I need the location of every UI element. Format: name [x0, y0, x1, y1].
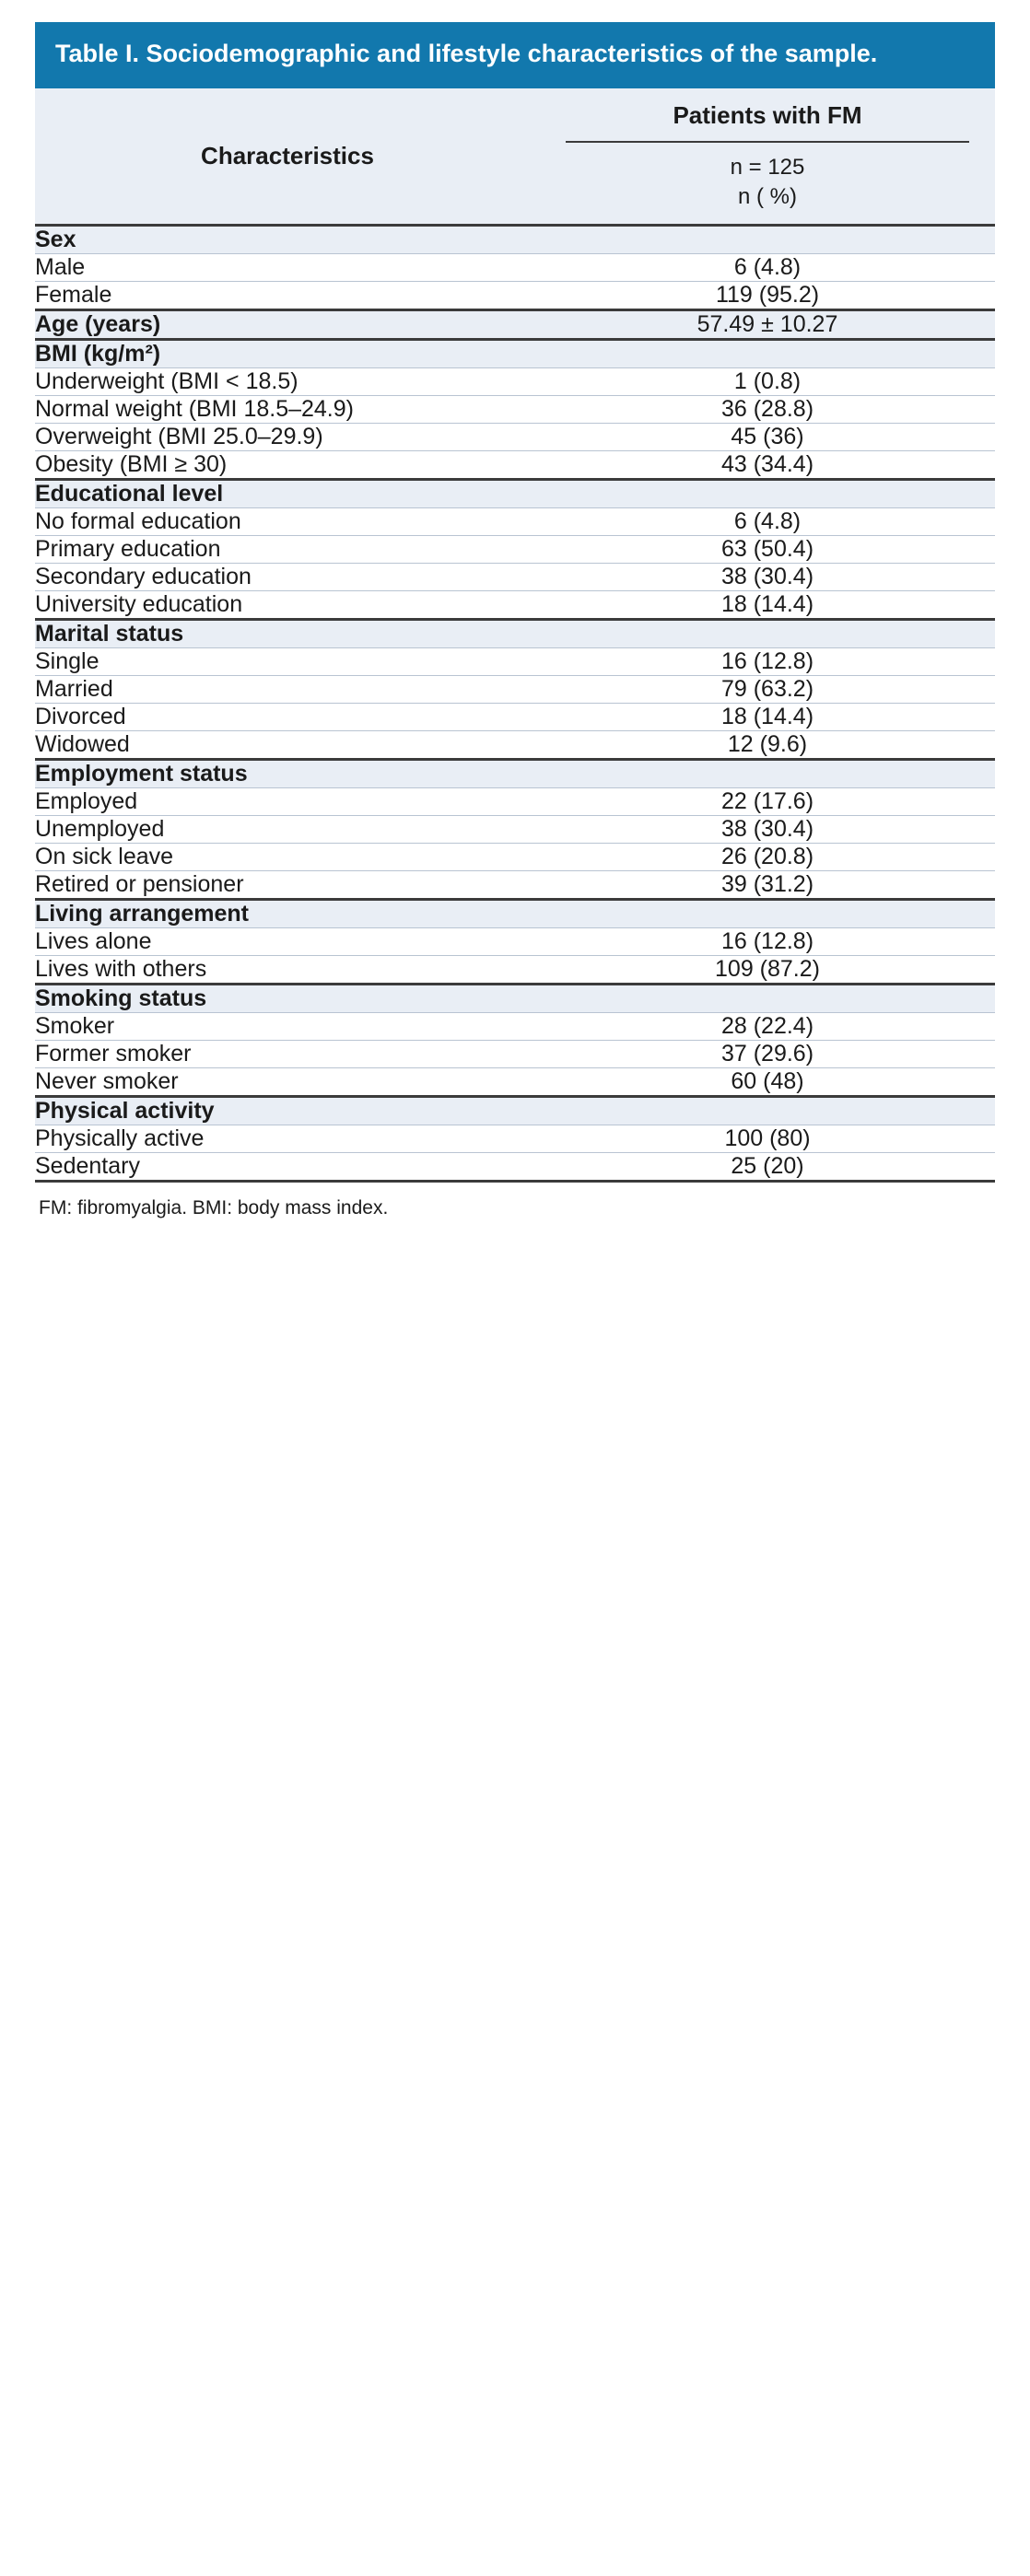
row-value: 16 (12.8) — [540, 928, 995, 956]
characteristics-table — [35, 88, 995, 1183]
table-row — [35, 1013, 995, 1041]
category-label: Marital status — [35, 620, 540, 648]
row-label: Former smoker — [35, 1041, 540, 1068]
table-category-row — [35, 226, 995, 254]
table-category-row — [35, 340, 995, 368]
header-group-percent: n ( %) — [737, 183, 797, 209]
table-row — [35, 368, 995, 396]
row-value: 1 (0.8) — [540, 368, 995, 396]
category-label: Physical activity — [35, 1097, 540, 1125]
table-row — [35, 844, 995, 871]
row-label: Single — [35, 648, 540, 676]
row-value: 12 (9.6) — [540, 731, 995, 760]
category-value — [540, 620, 995, 648]
table-title: Table I. Sociodemographic and lifestyle characteristics of the sample. — [35, 22, 995, 88]
table-category-row — [35, 480, 995, 508]
row-label: Underweight (BMI < 18.5) — [35, 368, 540, 396]
table-category-row — [35, 310, 995, 340]
row-label: On sick leave — [35, 844, 540, 871]
table-row — [35, 788, 995, 816]
row-value: 38 (30.4) — [540, 564, 995, 591]
row-value: 37 (29.6) — [540, 1041, 995, 1068]
table-category-row — [35, 760, 995, 788]
row-label: Lives with others — [35, 956, 540, 985]
row-value: 38 (30.4) — [540, 816, 995, 844]
row-value: 119 (95.2) — [540, 282, 995, 310]
table-category-row — [35, 985, 995, 1013]
row-value: 36 (28.8) — [540, 396, 995, 424]
category-value — [540, 760, 995, 788]
header-group-sub — [540, 143, 995, 225]
category-label: Educational level — [35, 480, 540, 508]
category-label: BMI (kg/m²) — [35, 340, 540, 368]
row-value: 6 (4.8) — [540, 508, 995, 536]
row-value: 109 (87.2) — [540, 956, 995, 985]
category-label: Sex — [35, 226, 540, 254]
header-group-patients-with-fm — [540, 88, 995, 226]
row-label: Primary education — [35, 536, 540, 564]
row-value: 28 (22.4) — [540, 1013, 995, 1041]
row-label: No formal education — [35, 508, 540, 536]
table-category-row — [35, 1097, 995, 1125]
table-row — [35, 928, 995, 956]
table-row — [35, 1125, 995, 1153]
row-label: Lives alone — [35, 928, 540, 956]
row-label: University education — [35, 591, 540, 620]
header-characteristics: Characteristics — [35, 88, 540, 226]
row-value: 79 (63.2) — [540, 676, 995, 704]
table-row — [35, 816, 995, 844]
category-value — [540, 340, 995, 368]
row-value: 100 (80) — [540, 1125, 995, 1153]
table-row — [35, 871, 995, 900]
table-row — [35, 591, 995, 620]
table-category-row — [35, 900, 995, 928]
row-value: 25 (20) — [540, 1153, 995, 1182]
row-label: Married — [35, 676, 540, 704]
row-label: Widowed — [35, 731, 540, 760]
row-value: 63 (50.4) — [540, 536, 995, 564]
header-group-n: n = 125 — [730, 154, 805, 180]
table-row — [35, 536, 995, 564]
table-footnote: FM: fibromyalgia. BMI: body mass index. — [39, 1197, 389, 1219]
category-label: Age (years) — [35, 310, 540, 340]
table-header-row — [35, 88, 995, 226]
table-row — [35, 704, 995, 731]
category-value — [540, 226, 995, 254]
row-value: 26 (20.8) — [540, 844, 995, 871]
row-value: 18 (14.4) — [540, 591, 995, 620]
category-value — [540, 900, 995, 928]
table-row — [35, 1153, 995, 1182]
header-group-label: Patients with FM — [566, 88, 969, 143]
row-label: Physically active — [35, 1125, 540, 1153]
table-row — [35, 424, 995, 451]
category-value: 57.49 ± 10.27 — [540, 310, 995, 340]
row-label: Obesity (BMI ≥ 30) — [35, 451, 540, 480]
row-label: Sedentary — [35, 1153, 540, 1182]
table-row — [35, 648, 995, 676]
table-row — [35, 564, 995, 591]
category-label: Employment status — [35, 760, 540, 788]
category-value — [540, 480, 995, 508]
row-label: Overweight (BMI 25.0–29.9) — [35, 424, 540, 451]
row-label: Female — [35, 282, 540, 310]
table-row — [35, 956, 995, 985]
row-value: 45 (36) — [540, 424, 995, 451]
row-label: Unemployed — [35, 816, 540, 844]
row-value: 16 (12.8) — [540, 648, 995, 676]
row-label: Divorced — [35, 704, 540, 731]
row-value: 43 (34.4) — [540, 451, 995, 480]
row-value: 22 (17.6) — [540, 788, 995, 816]
table-row — [35, 731, 995, 760]
row-value: 60 (48) — [540, 1068, 995, 1097]
row-value: 39 (31.2) — [540, 871, 995, 900]
category-label: Smoking status — [35, 985, 540, 1013]
category-label: Living arrangement — [35, 900, 540, 928]
category-value — [540, 1097, 995, 1125]
table-row — [35, 676, 995, 704]
table-row — [35, 254, 995, 282]
row-label: Male — [35, 254, 540, 282]
row-label: Retired or pensioner — [35, 871, 540, 900]
table-row — [35, 451, 995, 480]
category-value — [540, 985, 995, 1013]
table-row — [35, 1041, 995, 1068]
row-label: Smoker — [35, 1013, 540, 1041]
row-label: Normal weight (BMI 18.5–24.9) — [35, 396, 540, 424]
row-value: 6 (4.8) — [540, 254, 995, 282]
table-container — [35, 22, 995, 1240]
table-row — [35, 508, 995, 536]
row-label: Employed — [35, 788, 540, 816]
table-row — [35, 282, 995, 310]
table-row — [35, 396, 995, 424]
table-row — [35, 1068, 995, 1097]
row-value: 18 (14.4) — [540, 704, 995, 731]
table-category-row — [35, 620, 995, 648]
row-label: Secondary education — [35, 564, 540, 591]
row-label: Never smoker — [35, 1068, 540, 1097]
